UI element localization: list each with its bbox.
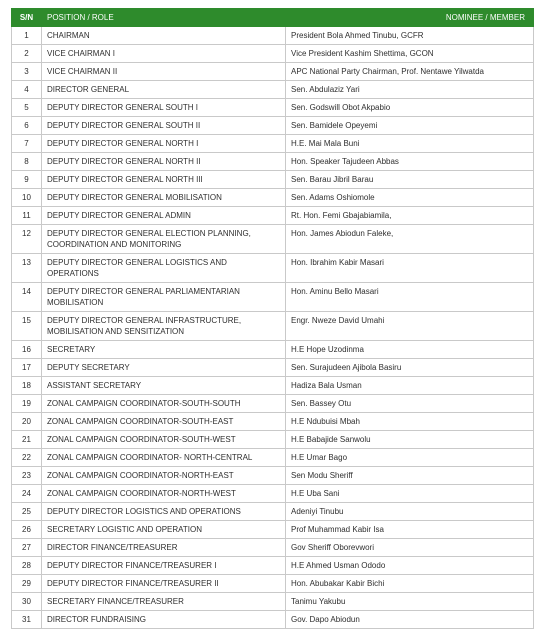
row-position: DEPUTY DIRECTOR GENERAL ELECTION PLANNING, COORDINATION AND MONITORING <box>42 225 286 254</box>
row-sn: 16 <box>12 341 42 359</box>
row-sn: 21 <box>12 431 42 449</box>
table-row <box>12 359 534 377</box>
row-position: DEPUTY DIRECTOR GENERAL SOUTH I <box>42 99 286 117</box>
row-position: VICE CHAIRMAN I <box>42 45 286 63</box>
row-sn: 7 <box>12 135 42 153</box>
table-header <box>12 9 534 27</box>
row-position: DEPUTY DIRECTOR GENERAL ADMIN <box>42 207 286 225</box>
row-nominee: Hon. James Abiodun Faleke, <box>286 225 534 254</box>
row-position: SECRETARY LOGISTIC AND OPERATION <box>42 521 286 539</box>
table-row <box>12 254 534 283</box>
table-row <box>12 153 534 171</box>
row-nominee: Hon. Abubakar Kabir Bichi <box>286 575 534 593</box>
table-row <box>12 467 534 485</box>
row-position: SECRETARY FINANCE/TREASURER <box>42 593 286 611</box>
table-row <box>12 593 534 611</box>
row-position: ASSISTANT SECRETARY <box>42 377 286 395</box>
row-sn: 5 <box>12 99 42 117</box>
table-row <box>12 503 534 521</box>
table-row <box>12 449 534 467</box>
row-nominee: H.E Hope Uzodinma <box>286 341 534 359</box>
row-position: SECRETARY <box>42 341 286 359</box>
row-position: ZONAL CAMPAIGN COORDINATOR-SOUTH-EAST <box>42 413 286 431</box>
nominee-table <box>11 8 534 629</box>
row-position: ZONAL CAMPAIGN COORDINATOR- NORTH-CENTRAL <box>42 449 286 467</box>
row-nominee: Vice President Kashim Shettima, GCON <box>286 45 534 63</box>
table-row <box>12 135 534 153</box>
row-nominee: Gov Sheriff Oborevwori <box>286 539 534 557</box>
row-position: DIRECTOR FINANCE/TREASURER <box>42 539 286 557</box>
row-nominee: Adeniyi Tinubu <box>286 503 534 521</box>
table-row <box>12 99 534 117</box>
row-nominee: Sen. Godswill Obot Akpabio <box>286 99 534 117</box>
row-position: DEPUTY SECRETARY <box>42 359 286 377</box>
header-position: POSITION / ROLE <box>42 9 286 27</box>
row-sn: 25 <box>12 503 42 521</box>
row-sn: 9 <box>12 171 42 189</box>
table-row <box>12 81 534 99</box>
row-position: CHAIRMAN <box>42 27 286 45</box>
row-position: ZONAL CAMPAIGN COORDINATOR-SOUTH-SOUTH <box>42 395 286 413</box>
row-sn: 13 <box>12 254 42 283</box>
row-position: ZONAL CAMPAIGN COORDINATOR-NORTH-WEST <box>42 485 286 503</box>
table-row <box>12 63 534 81</box>
table-row <box>12 312 534 341</box>
table-row <box>12 521 534 539</box>
row-position: DEPUTY DIRECTOR GENERAL INFRASTRUCTURE, MOBILISATION AND SENSITIZATION <box>42 312 286 341</box>
row-nominee: H.E Umar Bago <box>286 449 534 467</box>
table-row <box>12 431 534 449</box>
table-row <box>12 575 534 593</box>
row-sn: 12 <box>12 225 42 254</box>
row-nominee: Sen. Surajudeen Ajibola Basiru <box>286 359 534 377</box>
table-row <box>12 539 534 557</box>
row-sn: 18 <box>12 377 42 395</box>
row-sn: 22 <box>12 449 42 467</box>
row-position: DEPUTY DIRECTOR GENERAL LOGISTICS AND OPERATIONS <box>42 254 286 283</box>
row-sn: 23 <box>12 467 42 485</box>
row-nominee: APC National Party Chairman, Prof. Nentawe Yilwatda <box>286 63 534 81</box>
header-row <box>12 9 534 27</box>
table-row <box>12 171 534 189</box>
row-sn: 15 <box>12 312 42 341</box>
row-nominee: Prof Muhammad Kabir Isa <box>286 521 534 539</box>
row-nominee: Hon. Aminu Bello Masari <box>286 283 534 312</box>
row-sn: 29 <box>12 575 42 593</box>
row-sn: 10 <box>12 189 42 207</box>
table-body <box>12 27 534 629</box>
row-sn: 19 <box>12 395 42 413</box>
row-nominee: H.E. Mai Mala Buni <box>286 135 534 153</box>
row-nominee: Hadiza Bala Usman <box>286 377 534 395</box>
row-position: VICE CHAIRMAN II <box>42 63 286 81</box>
row-sn: 27 <box>12 539 42 557</box>
row-sn: 28 <box>12 557 42 575</box>
row-nominee: H.E Uba Sani <box>286 485 534 503</box>
table-row <box>12 117 534 135</box>
row-nominee: Hon. Speaker Tajudeen Abbas <box>286 153 534 171</box>
row-nominee: Sen Modu Sheriff <box>286 467 534 485</box>
row-position: DEPUTY DIRECTOR GENERAL PARLIAMENTARIAN MOBILISATION <box>42 283 286 312</box>
row-nominee: H.E Babajide Sanwolu <box>286 431 534 449</box>
row-nominee: Sen. Abdulaziz Yari <box>286 81 534 99</box>
row-sn: 4 <box>12 81 42 99</box>
row-nominee: Rt. Hon. Femi Gbajabiamila, <box>286 207 534 225</box>
header-sn: S/N <box>12 9 42 27</box>
table-row <box>12 225 534 254</box>
table-row <box>12 557 534 575</box>
row-sn: 31 <box>12 611 42 629</box>
row-nominee: Sen. Adams Oshiomole <box>286 189 534 207</box>
table-row <box>12 341 534 359</box>
row-position: DEPUTY DIRECTOR LOGISTICS AND OPERATIONS <box>42 503 286 521</box>
row-position: DEPUTY DIRECTOR FINANCE/TREASURER II <box>42 575 286 593</box>
row-nominee: Gov. Dapo Abiodun <box>286 611 534 629</box>
table-row <box>12 413 534 431</box>
row-sn: 8 <box>12 153 42 171</box>
table-row <box>12 207 534 225</box>
row-position: DEPUTY DIRECTOR GENERAL NORTH II <box>42 153 286 171</box>
table-row <box>12 611 534 629</box>
row-sn: 14 <box>12 283 42 312</box>
row-position: DEPUTY DIRECTOR FINANCE/TREASURER I <box>42 557 286 575</box>
row-position: DEPUTY DIRECTOR GENERAL NORTH III <box>42 171 286 189</box>
table-row <box>12 485 534 503</box>
table-row <box>12 377 534 395</box>
row-nominee: President Bola Ahmed Tinubu, GCFR <box>286 27 534 45</box>
row-sn: 11 <box>12 207 42 225</box>
row-nominee: Tanimu Yakubu <box>286 593 534 611</box>
row-sn: 1 <box>12 27 42 45</box>
row-position: DEPUTY DIRECTOR GENERAL SOUTH II <box>42 117 286 135</box>
row-nominee: Sen. Bassey Otu <box>286 395 534 413</box>
header-nominee: NOMINEE / MEMBER <box>286 9 534 27</box>
row-position: DIRECTOR FUNDRAISING <box>42 611 286 629</box>
row-sn: 24 <box>12 485 42 503</box>
table-row <box>12 283 534 312</box>
row-sn: 6 <box>12 117 42 135</box>
row-position: ZONAL CAMPAIGN COORDINATOR-SOUTH-WEST <box>42 431 286 449</box>
row-sn: 20 <box>12 413 42 431</box>
table-row <box>12 27 534 45</box>
row-nominee: Sen. Barau Jibril Barau <box>286 171 534 189</box>
row-sn: 26 <box>12 521 42 539</box>
row-position: DIRECTOR GENERAL <box>42 81 286 99</box>
table-row <box>12 395 534 413</box>
row-position: DEPUTY DIRECTOR GENERAL MOBILISATION <box>42 189 286 207</box>
nominee-table-container <box>11 8 533 629</box>
table-row <box>12 45 534 63</box>
row-nominee: H.E Ndubuisi Mbah <box>286 413 534 431</box>
row-position: DEPUTY DIRECTOR GENERAL NORTH I <box>42 135 286 153</box>
row-position: ZONAL CAMPAIGN COORDINATOR-NORTH-EAST <box>42 467 286 485</box>
row-nominee: Engr. Nweze David Umahi <box>286 312 534 341</box>
row-sn: 17 <box>12 359 42 377</box>
row-sn: 2 <box>12 45 42 63</box>
table-row <box>12 189 534 207</box>
row-sn: 30 <box>12 593 42 611</box>
row-nominee: H.E Ahmed Usman Ododo <box>286 557 534 575</box>
row-nominee: Sen. Bamidele Opeyemi <box>286 117 534 135</box>
row-sn: 3 <box>12 63 42 81</box>
row-nominee: Hon. Ibrahim Kabir Masari <box>286 254 534 283</box>
